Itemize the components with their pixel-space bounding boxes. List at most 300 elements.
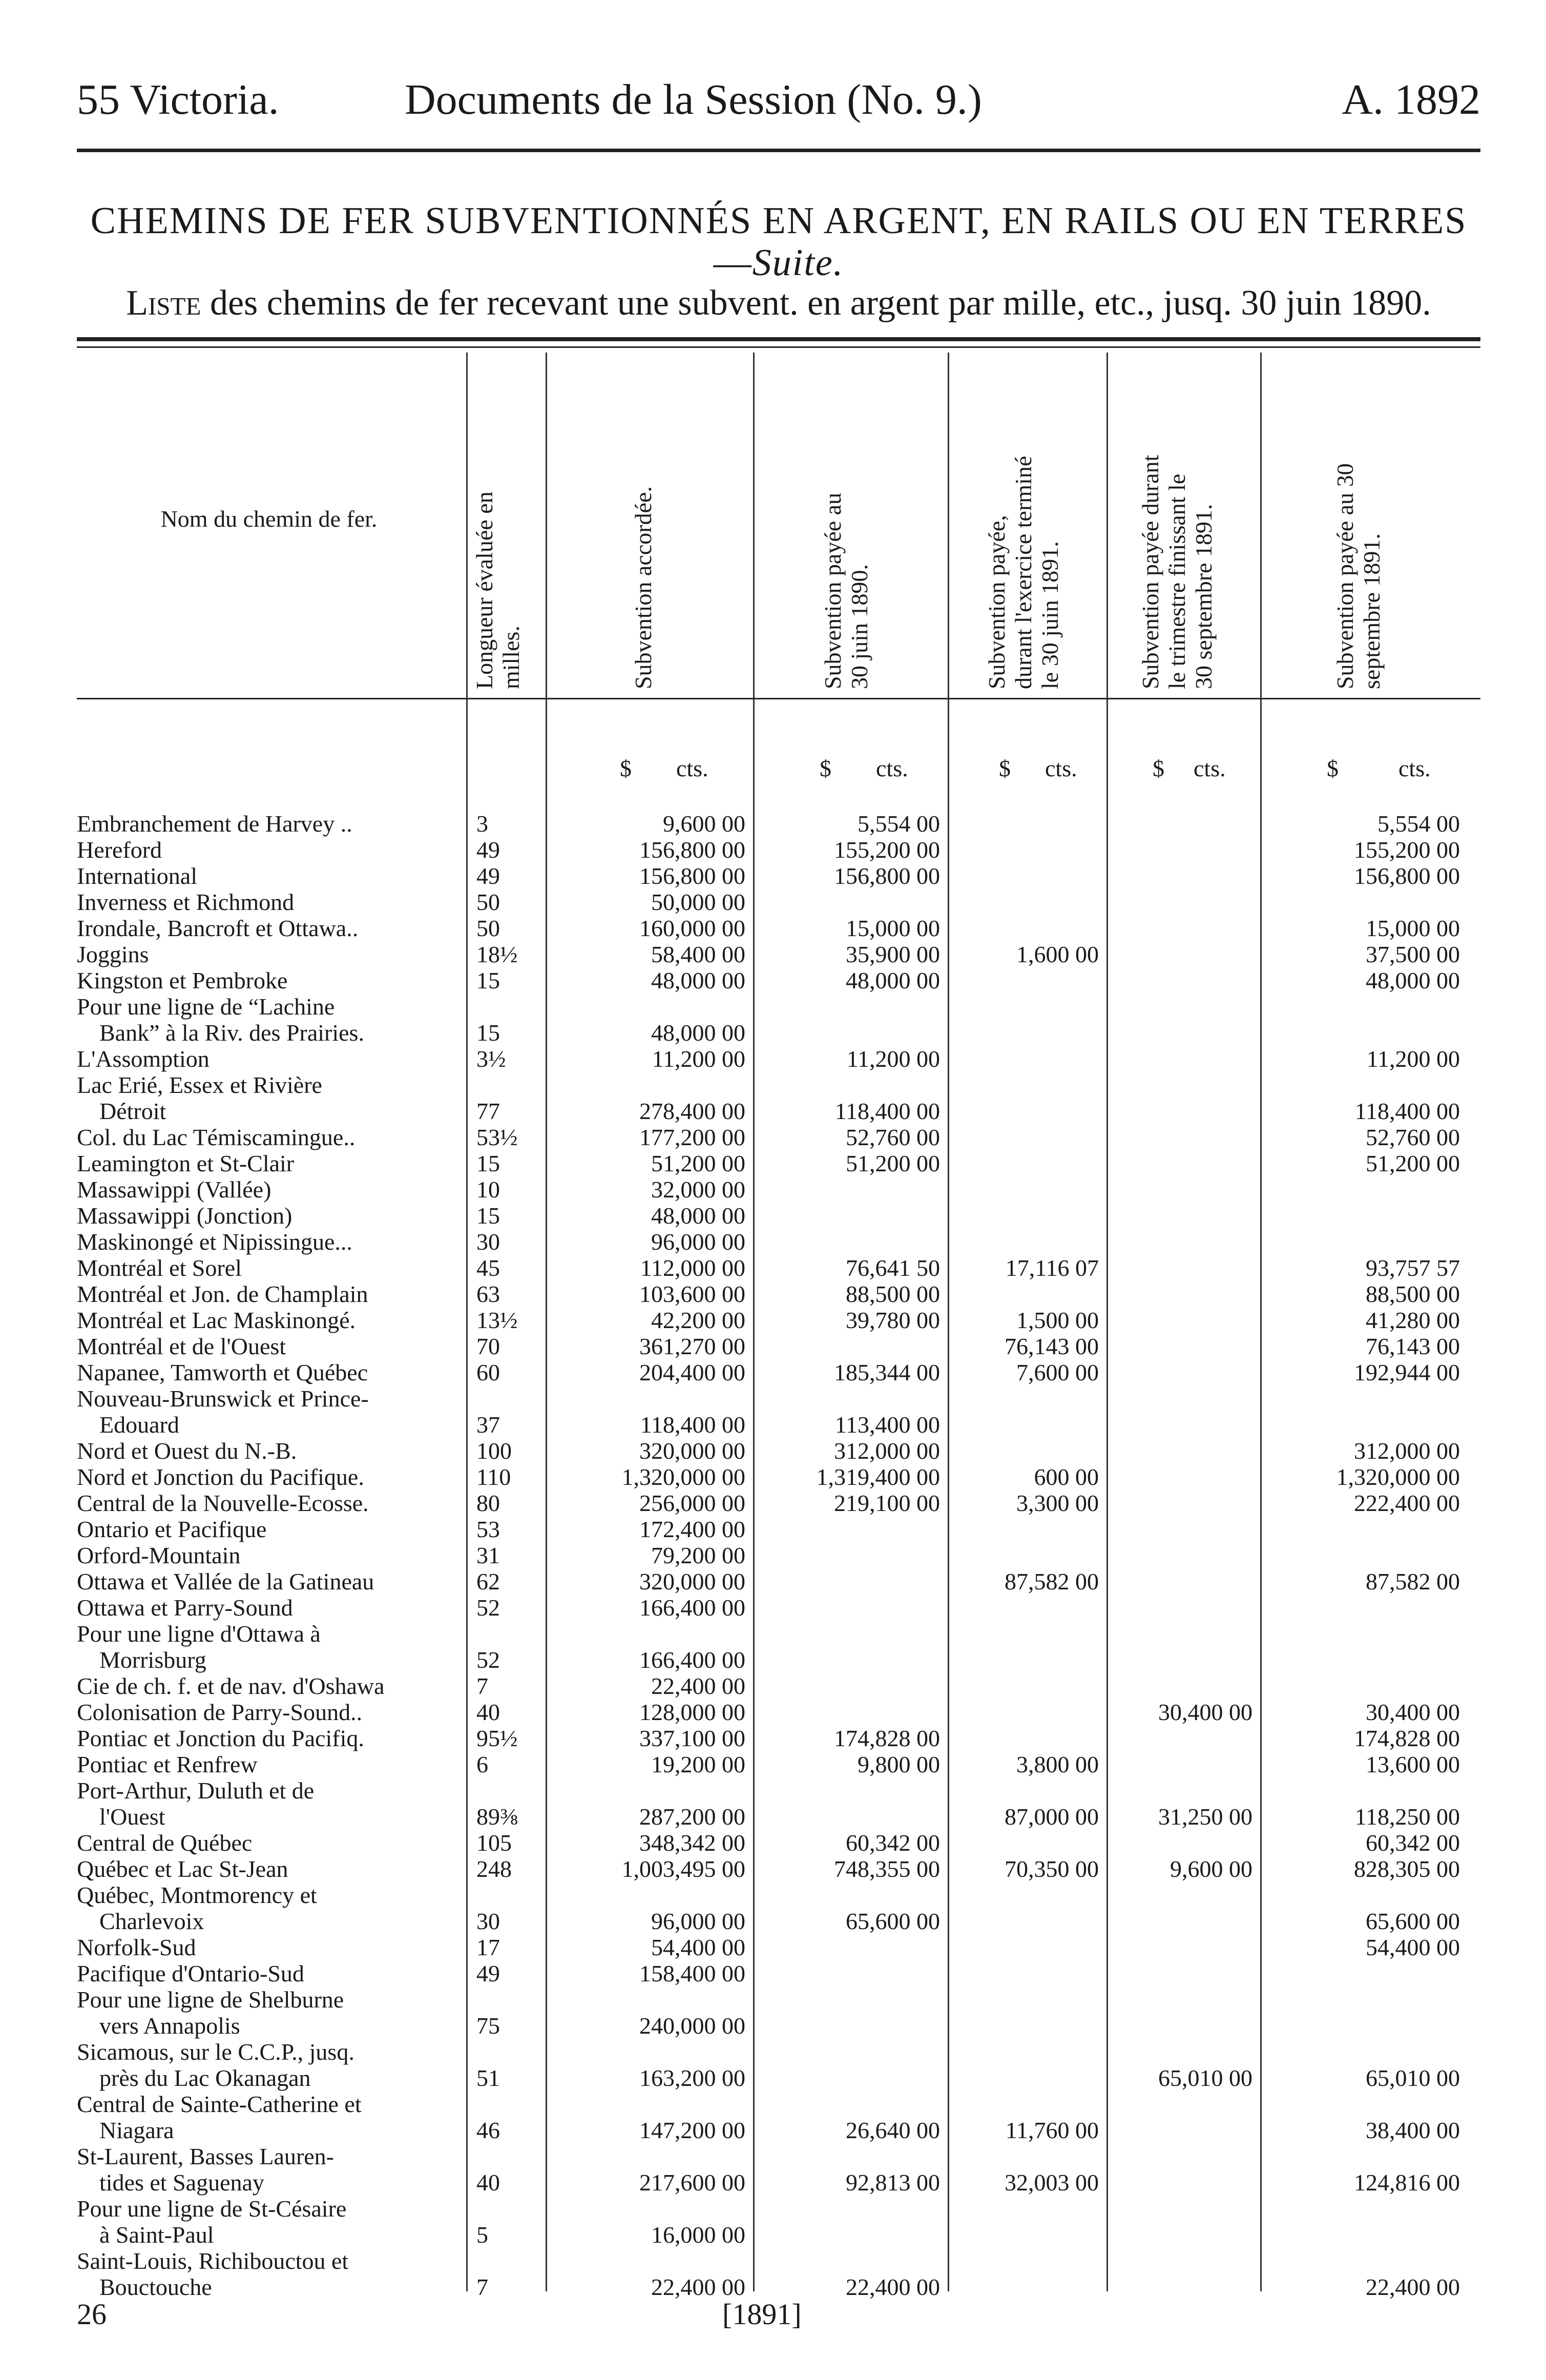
table-row: [77, 1203, 1480, 1229]
railway-name-line: Central de Sainte-Catherine et: [77, 2091, 362, 2117]
cell-railway-name: [77, 1568, 466, 1595]
cell-railway-name: [77, 941, 466, 967]
table-row: [77, 1856, 1480, 1882]
cell-railway-name: [77, 1176, 466, 1203]
cell-paid-1891: 76,143 00: [1005, 1333, 1099, 1359]
cell-length: 52: [476, 1647, 500, 1673]
cell-paid-1890: 92,813 00: [846, 2169, 940, 2196]
cell-railway-name: [77, 811, 466, 837]
cell-railway-name: [77, 1986, 466, 2039]
cell-granted: 337,100 00: [639, 1725, 745, 1751]
railway-name-line: Port-Arthur, Duluth et de: [77, 1777, 315, 1804]
railway-name-continuation: Charlevoix: [99, 1908, 204, 1934]
cell-paid-sept: 124,816 00: [1354, 2169, 1460, 2196]
cell-paid-sept: 54,400 00: [1366, 1934, 1460, 1960]
table-row: [77, 889, 1480, 915]
cell-paid-sept: 93,757 57: [1366, 1255, 1460, 1281]
cell-length: 30: [476, 1908, 500, 1934]
railway-name-line: Pour une ligne de Shelburne: [77, 1986, 344, 2013]
cell-granted: 32,000 00: [651, 1176, 745, 1203]
table-row: [77, 1333, 1480, 1359]
cell-railway-name: [77, 1464, 466, 1490]
railway-name-line: Ontario et Pacifique: [77, 1516, 267, 1542]
units-row: [77, 753, 1480, 784]
cell-paid-1891: 87,582 00: [1005, 1568, 1099, 1595]
railway-name-line: Cie de ch. f. et de nav. d'Oshawa: [77, 1673, 385, 1699]
railway-name-line: Sicamous, sur le C.C.P., jusq.: [77, 2039, 354, 2065]
railway-name-line: Montréal et Sorel: [77, 1255, 242, 1281]
cell-granted: 103,600 00: [639, 1281, 745, 1307]
cell-granted: 50,000 00: [651, 889, 745, 915]
cell-paid-1891: 70,350 00: [1005, 1856, 1099, 1882]
cell-length: 40: [476, 1699, 500, 1725]
cell-granted: 22,400 00: [651, 1673, 745, 1699]
column-header-paid-quarter: Subvention payée durant le trimestre finissant le 30 septembre 1891.: [1137, 454, 1217, 689]
cell-paid-1890: 26,640 00: [846, 2117, 940, 2143]
cell-railway-name: [77, 1934, 466, 1960]
cell-length: 3½: [476, 1046, 506, 1072]
railway-name-line: Québec et Lac St-Jean: [77, 1856, 288, 1882]
cell-paid-sept: 76,143 00: [1366, 1333, 1460, 1359]
cell-paid-1891: 87,000 00: [1005, 1804, 1099, 1830]
unit-dollar: $: [820, 755, 831, 781]
cell-paid-1890: 51,200 00: [846, 1150, 940, 1176]
column-header-paid-quarter-wrap: [1137, 361, 1250, 689]
table-row: [77, 2248, 1480, 2300]
cell-paid-1890: 60,342 00: [846, 1830, 940, 1856]
table-row: [77, 1699, 1480, 1725]
table-row: [77, 1307, 1480, 1333]
table-row: [77, 1490, 1480, 1516]
cell-granted: 54,400 00: [651, 1934, 745, 1960]
column-header-paid-1890-wrap: [820, 361, 891, 689]
unit-cents: cts.: [1398, 755, 1431, 781]
railway-name-continuation: vers Annapolis: [99, 2013, 240, 2039]
cell-railway-name: [77, 2091, 466, 2143]
cell-paid-1890: 52,760 00: [846, 1124, 940, 1150]
cell-granted: 51,200 00: [651, 1150, 745, 1176]
table-row: [77, 1516, 1480, 1542]
column-headers: [77, 351, 1480, 699]
cell-railway-name: [77, 2248, 466, 2300]
cell-granted: 58,400 00: [651, 941, 745, 967]
cell-railway-name: [77, 1856, 466, 1882]
table-row: [77, 1934, 1480, 1960]
cell-granted: 177,200 00: [639, 1124, 745, 1150]
cell-paid-1891: 11,760 00: [1005, 2117, 1099, 2143]
table-row: [77, 837, 1480, 863]
cell-granted: 320,000 00: [639, 1568, 745, 1595]
cell-paid-1891: 3,800 00: [1016, 1751, 1099, 1777]
cell-length: 17: [476, 1934, 500, 1960]
cell-paid-sept: 13,600 00: [1366, 1751, 1460, 1777]
unit-dollar: $: [620, 755, 632, 781]
header-rule: [77, 149, 1480, 152]
table-row: [77, 1882, 1480, 1934]
cell-granted: 320,000 00: [639, 1438, 745, 1464]
cell-railway-name: [77, 1072, 466, 1124]
cell-length: 5: [476, 2222, 488, 2248]
cell-length: 80: [476, 1490, 500, 1516]
railway-name-line: Nouveau-Brunswick et Prince-: [77, 1385, 369, 1412]
cell-length: 49: [476, 863, 500, 889]
table-row: [77, 1673, 1480, 1699]
cell-railway-name: [77, 1699, 466, 1725]
railway-name-line: St-Laurent, Basses Lauren-: [77, 2143, 335, 2169]
railway-name-line: Massawippi (Vallée): [77, 1176, 271, 1203]
cell-granted: 48,000 00: [651, 967, 745, 994]
running-head-center: Documents de la Session (No. 9.): [405, 76, 982, 123]
cell-granted: 22,400 00: [651, 2274, 745, 2300]
cell-paid-sept: 65,010 00: [1366, 2065, 1460, 2091]
railway-name-continuation: tides et Saguenay: [99, 2169, 264, 2196]
table-row: [77, 941, 1480, 967]
cell-granted: 163,200 00: [639, 2065, 745, 2091]
railway-name-line: Embranchement de Harvey ..: [77, 811, 352, 837]
page-title: [77, 200, 1480, 284]
cell-paid-sept: 88,500 00: [1366, 1281, 1460, 1307]
column-header-length: Longueur évaluée en milles.: [471, 491, 524, 689]
table-row: [77, 1046, 1480, 1072]
railway-name-line: Pontiac et Jonction du Pacifiq.: [77, 1725, 364, 1751]
railway-name-continuation: Niagara: [99, 2117, 174, 2143]
cell-granted: 278,400 00: [639, 1098, 745, 1124]
cell-railway-name: [77, 1150, 466, 1176]
cell-paid-sept: 222,400 00: [1354, 1490, 1460, 1516]
cell-length: 62: [476, 1568, 500, 1595]
cell-paid-1891: 600 00: [1034, 1464, 1099, 1490]
cell-paid-sept: 118,400 00: [1354, 1098, 1460, 1124]
cell-railway-name: [77, 967, 466, 994]
cell-length: 30: [476, 1229, 500, 1255]
cell-railway-name: [77, 1333, 466, 1359]
railway-name-line: Pour une ligne d'Ottawa à: [77, 1621, 321, 1647]
cell-granted: 42,200 00: [651, 1307, 745, 1333]
cell-granted: 79,200 00: [651, 1542, 745, 1568]
unit-cents: cts.: [1194, 755, 1226, 781]
cell-railway-name: [77, 1255, 466, 1281]
cell-paid-sept: 312,000 00: [1354, 1438, 1460, 1464]
document-page: [77, 72, 1480, 2336]
cell-railway-name: [77, 2143, 466, 2196]
cell-railway-name: [77, 837, 466, 863]
cell-length: 63: [476, 1281, 500, 1307]
table-row: [77, 1229, 1480, 1255]
railway-name-line: International: [77, 863, 198, 889]
cell-length: 37: [476, 1412, 500, 1438]
cell-paid-sept: 174,828 00: [1354, 1725, 1460, 1751]
cell-paid-1890: 65,600 00: [846, 1908, 940, 1934]
cell-granted: 156,800 00: [639, 863, 745, 889]
cell-paid-sept: 156,800 00: [1354, 863, 1460, 889]
railway-name-line: Irondale, Bancroft et Ottawa..: [77, 915, 359, 941]
railway-name-line: Joggins: [77, 941, 149, 967]
subtitle-rest: des chemins de fer recevant une subvent. en argent par mille, etc., jusq. 30 juin 1890.: [201, 283, 1431, 323]
column-header-paid-sept-wrap: [1332, 361, 1404, 689]
cell-paid-1890: 312,000 00: [834, 1438, 940, 1464]
table-row: [77, 1960, 1480, 1986]
railway-name-line: Pontiac et Renfrew: [77, 1751, 258, 1777]
cell-railway-name: [77, 994, 466, 1046]
cell-paid-1890: 48,000 00: [846, 967, 940, 994]
running-head-right: A. 1892: [1342, 76, 1480, 123]
railway-name-continuation: l'Ouest: [99, 1804, 165, 1830]
railway-name-line: Montréal et Lac Maskinongé.: [77, 1307, 356, 1333]
cell-railway-name: [77, 2196, 466, 2248]
railway-name-continuation: Bank” à la Riv. des Prairies.: [99, 1020, 364, 1046]
running-head-left: 55 Victoria.: [77, 76, 279, 123]
cell-railway-name: [77, 1490, 466, 1516]
cell-paid-1890: 118,400 00: [834, 1098, 940, 1124]
cell-length: 7: [476, 1673, 488, 1699]
column-header-paid-1890: Subvention payée au 30 juin 1890.: [820, 492, 872, 689]
cell-length: 15: [476, 1203, 500, 1229]
cell-paid-sept: 52,760 00: [1366, 1124, 1460, 1150]
cell-paid-sept: 30,400 00: [1366, 1699, 1460, 1725]
railway-name-line: Napanee, Tamworth et Québec: [77, 1359, 368, 1385]
cell-length: 15: [476, 1020, 500, 1046]
cell-length: 100: [476, 1438, 512, 1464]
railway-name-continuation: Détroit: [99, 1098, 166, 1124]
cell-length: 49: [476, 1960, 500, 1986]
cell-paid-1890: 9,800 00: [858, 1751, 940, 1777]
cell-length: 53: [476, 1516, 500, 1542]
cell-railway-name: [77, 1203, 466, 1229]
unit-cents: cts.: [876, 755, 908, 781]
running-head: [77, 72, 1480, 128]
railway-name-line: Ottawa et Vallée de la Gatineau: [77, 1568, 374, 1595]
table-body: [77, 811, 1480, 2300]
cell-granted: 166,400 00: [639, 1595, 745, 1621]
table-row: [77, 2196, 1480, 2248]
cell-granted: 11,200 00: [652, 1046, 745, 1072]
railway-name-line: Montréal et de l'Ouest: [77, 1333, 286, 1359]
railway-name-line: Col. du Lac Témiscamingue..: [77, 1124, 356, 1150]
cell-paid-1890: 1,319,400 00: [816, 1464, 940, 1490]
cell-paid-1891: 3,300 00: [1016, 1490, 1099, 1516]
cell-paid-sept: 1,320,000 00: [1336, 1464, 1460, 1490]
table-row: [77, 1072, 1480, 1124]
cell-granted: 1,003,495 00: [621, 1856, 745, 1882]
railway-name-line: Central de Québec: [77, 1830, 253, 1856]
cell-length: 51: [476, 2065, 500, 2091]
table-row: [77, 2143, 1480, 2196]
header-bottom-rule: [77, 698, 1480, 699]
cell-length: 45: [476, 1255, 500, 1281]
cell-granted: 256,000 00: [639, 1490, 745, 1516]
cell-railway-name: [77, 1438, 466, 1464]
cell-paid-1890: 156,800 00: [834, 863, 940, 889]
cell-paid-1890: 39,780 00: [846, 1307, 940, 1333]
railway-name-line: Ottawa et Parry-Sound: [77, 1595, 293, 1621]
unit-dollar: $: [1327, 755, 1339, 781]
table-row: [77, 994, 1480, 1046]
cell-granted: 48,000 00: [651, 1020, 745, 1046]
cell-length: 40: [476, 2169, 500, 2196]
cell-paid-1890: 748,355 00: [834, 1856, 940, 1882]
cell-railway-name: [77, 1281, 466, 1307]
column-header-name: Nom du chemin de fer.: [160, 506, 378, 532]
cell-paid-sept: 87,582 00: [1366, 1568, 1460, 1595]
cell-paid-1890: 35,900 00: [846, 941, 940, 967]
cell-paid-sept: 155,200 00: [1354, 837, 1460, 863]
table-row: [77, 1385, 1480, 1438]
cell-paid-sept: 192,944 00: [1354, 1359, 1460, 1385]
page-subtitle: [77, 282, 1480, 325]
table-row: [77, 1542, 1480, 1568]
table-row: [77, 1621, 1480, 1673]
cell-granted: 361,270 00: [639, 1333, 745, 1359]
cell-railway-name: [77, 1595, 466, 1621]
cell-granted: 118,400 00: [640, 1412, 745, 1438]
cell-paid-sept: 48,000 00: [1366, 967, 1460, 994]
cell-length: 89⅜: [476, 1804, 518, 1830]
railway-name-line: Colonisation de Parry-Sound..: [77, 1699, 363, 1725]
cell-paid-1891: 17,116 07: [1005, 1255, 1099, 1281]
cell-paid-sept: 38,400 00: [1366, 2117, 1460, 2143]
cell-length: 7: [476, 2274, 488, 2300]
cell-length: 95½: [476, 1725, 518, 1751]
cell-length: 75: [476, 2013, 500, 2039]
column-header-granted: Subvention accordée.: [630, 486, 656, 689]
railway-name-line: Hereford: [77, 837, 162, 863]
table-row: [77, 811, 1480, 837]
cell-length: 77: [476, 1098, 500, 1124]
unit-dollar: $: [999, 755, 1011, 781]
cell-length: 13½: [476, 1307, 518, 1333]
railway-name-line: Norfolk-Sud: [77, 1934, 196, 1960]
cell-length: 46: [476, 2117, 500, 2143]
cell-paid-sept: 11,200 00: [1366, 1046, 1460, 1072]
table-top-rule: [77, 337, 1480, 341]
unit-dollar: $: [1153, 755, 1164, 781]
table-row: [77, 1255, 1480, 1281]
cell-granted: 1,320,000 00: [621, 1464, 745, 1490]
cell-paid-1890: 22,400 00: [846, 2274, 940, 2300]
cell-paid-sept: 5,554 00: [1377, 811, 1460, 837]
railway-name-line: Maskinongé et Nipissingue...: [77, 1229, 352, 1255]
cell-length: 248: [476, 1856, 512, 1882]
table-row: [77, 1751, 1480, 1777]
cell-length: 110: [476, 1464, 511, 1490]
railway-name-line: Central de la Nouvelle-Ecosse.: [77, 1490, 369, 1516]
cell-length: 15: [476, 1150, 500, 1176]
cell-paid-sept: 15,000 00: [1366, 915, 1460, 941]
cell-length: 53½: [476, 1124, 518, 1150]
railway-name-continuation: à Saint-Paul: [99, 2222, 214, 2248]
column-header-paid-sept: Subvention payée au 30 septembre 1891.: [1332, 463, 1385, 689]
cell-granted: 166,400 00: [639, 1647, 745, 1673]
railway-name-line: Pour une ligne de “Lachine: [77, 994, 335, 1020]
cell-railway-name: [77, 2039, 466, 2091]
cell-railway-name: [77, 889, 466, 915]
table-row: [77, 1150, 1480, 1176]
cell-granted: 48,000 00: [651, 1203, 745, 1229]
cell-length: 52: [476, 1595, 500, 1621]
table-row: [77, 1464, 1480, 1490]
cell-length: 50: [476, 889, 500, 915]
railway-name-line: Québec, Montmorency et: [77, 1882, 317, 1908]
cell-granted: 147,200 00: [639, 2117, 745, 2143]
cell-paid-1891: 7,600 00: [1016, 1359, 1099, 1385]
table-row: [77, 2091, 1480, 2143]
cell-paid-1890: 11,200 00: [846, 1046, 940, 1072]
cell-railway-name: [77, 915, 466, 941]
cell-length: 15: [476, 967, 500, 994]
cell-railway-name: [77, 1673, 466, 1699]
table-row: [77, 1438, 1480, 1464]
table-row: [77, 1986, 1480, 2039]
cell-granted: 96,000 00: [651, 1229, 745, 1255]
cell-paid-1890: 174,828 00: [834, 1725, 940, 1751]
cell-length: 49: [476, 837, 500, 863]
cell-length: 6: [476, 1751, 488, 1777]
table-top-rule-thin: [77, 346, 1480, 348]
cell-granted: 217,600 00: [639, 2169, 745, 2196]
cell-paid-1890: 76,641 50: [846, 1255, 940, 1281]
cell-granted: 19,200 00: [651, 1751, 745, 1777]
railway-name-continuation: Bouctouche: [99, 2274, 212, 2300]
cell-railway-name: [77, 1359, 466, 1385]
cell-paid-sept: 828,305 00: [1354, 1856, 1460, 1882]
cell-paid-1890: 155,200 00: [834, 837, 940, 863]
column-header-paid-1891-wrap: [984, 361, 1096, 689]
railway-name-line: Montréal et Jon. de Champlain: [77, 1281, 368, 1307]
cell-length: 31: [476, 1542, 500, 1568]
cell-granted: 160,000 00: [639, 915, 745, 941]
cell-railway-name: [77, 1046, 466, 1072]
cell-paid-sept: 65,600 00: [1366, 1908, 1460, 1934]
cell-granted: 128,000 00: [639, 1699, 745, 1725]
column-header-granted-wrap: [630, 361, 692, 689]
railway-name-line: Kingston et Pembroke: [77, 967, 288, 994]
cell-granted: 156,800 00: [639, 837, 745, 863]
table-row: [77, 863, 1480, 889]
railway-name-line: Nord et Ouest du N.-B.: [77, 1438, 297, 1464]
cell-paid-1890: 15,000 00: [846, 915, 940, 941]
cell-paid-sept: 60,342 00: [1366, 1830, 1460, 1856]
railway-name-line: Pacifique d'Ontario-Sud: [77, 1960, 304, 1986]
cell-length: 3: [476, 811, 488, 837]
cell-granted: 240,000 00: [639, 2013, 745, 2039]
table-row: [77, 1176, 1480, 1203]
railway-name-line: Orford-Mountain: [77, 1542, 241, 1568]
cell-length: 50: [476, 915, 500, 941]
table-row: [77, 2039, 1480, 2091]
cell-granted: 204,400 00: [639, 1359, 745, 1385]
cell-railway-name: [77, 1621, 466, 1673]
railway-name-line: Massawippi (Jonction): [77, 1203, 293, 1229]
cell-paid-1891: 1,500 00: [1016, 1307, 1099, 1333]
table-row: [77, 1595, 1480, 1621]
table-row: [77, 1359, 1480, 1385]
page-title-main: CHEMINS DE FER SUBVENTIONNÉS EN ARGENT, EN RAILS OU EN TERRES—: [90, 200, 1467, 284]
footer-bracket-year: [1891]: [722, 2298, 802, 2331]
cell-length: 10: [476, 1176, 500, 1203]
cell-granted: 287,200 00: [639, 1804, 745, 1830]
cell-railway-name: [77, 1960, 466, 1986]
cell-length: 70: [476, 1333, 500, 1359]
cell-paid-1890: 185,344 00: [834, 1359, 940, 1385]
cell-length: 18½: [476, 941, 518, 967]
cell-railway-name: [77, 1830, 466, 1856]
cell-length: 60: [476, 1359, 500, 1385]
cell-paid-quarter: 30,400 00: [1158, 1699, 1252, 1725]
cell-paid-quarter: 65,010 00: [1158, 2065, 1252, 2091]
cell-railway-name: [77, 1307, 466, 1333]
subtitle-lead: Liste: [126, 283, 201, 323]
table-row: [77, 1725, 1480, 1751]
